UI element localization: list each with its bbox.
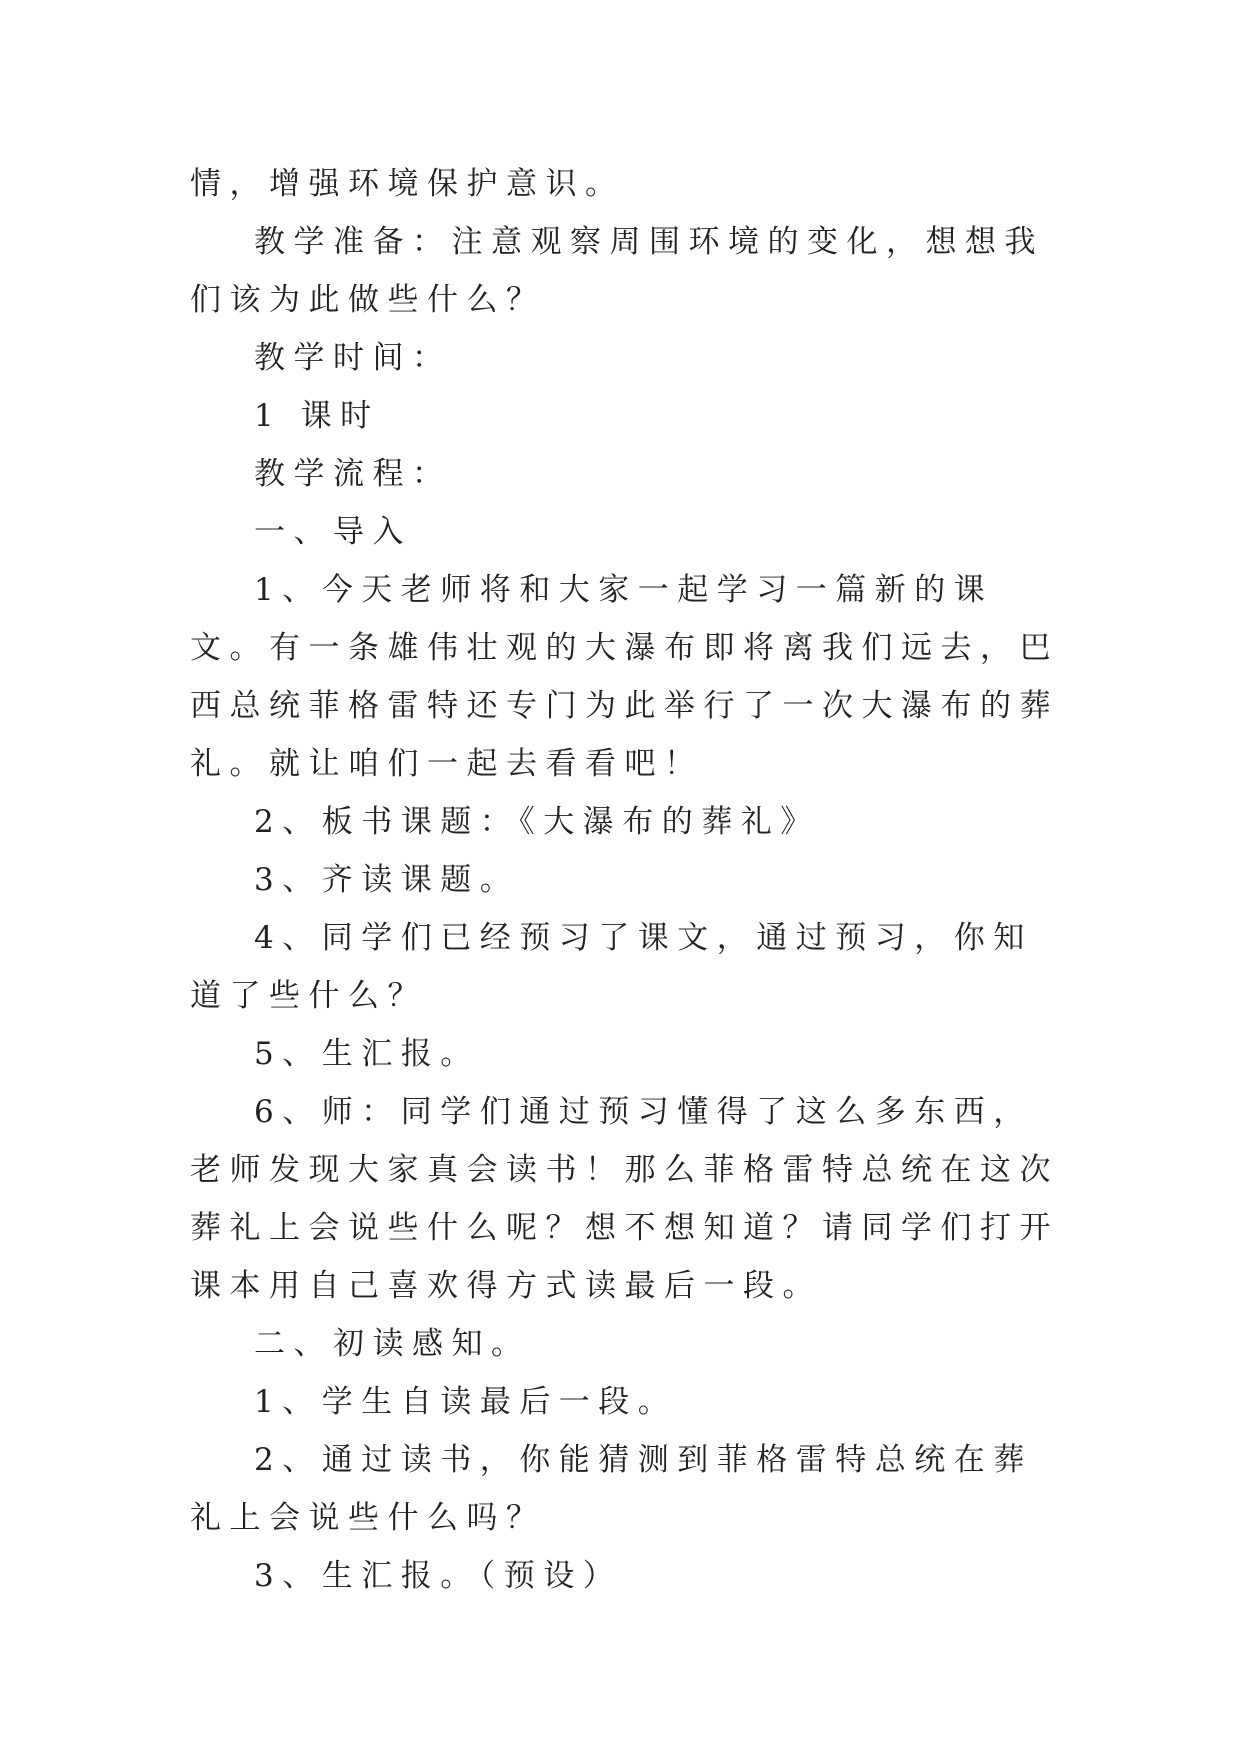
paragraph-teaching-time-value: 1 课时 [254,398,380,434]
list-item-reading-1: 1、学生自读最后一段。 [254,1384,678,1420]
list-item-intro-5: 5、生汇报。 [254,1036,480,1072]
document-body [190,155,1060,1605]
section-heading-first-reading: 二、初读感知。 [254,1326,531,1362]
list-item-intro-3: 3、齐读课题。 [254,862,520,898]
paragraph-teaching-time-label: 教学时间： [254,340,452,376]
paragraph-continuation: 情，增强环境保护意识。 [190,166,625,202]
list-item-intro-2: 2、板书课题：《大瀑布的葬礼》 [254,804,820,840]
list-item-intro-6: 6、师：同学们通过预习懂得了这么多东西，老师发现大家真会读书！那么菲格雷特总统在这次葬礼上会说些什么呢？想不想知道？请同学们打开课本用自己喜欢得方式读最后一段。 [190,1094,1059,1304]
paragraph-teaching-preparation: 教学准备：注意观察周围环境的变化，想想我们该为此做些什么？ [190,224,1044,318]
list-item-reading-2: 2、通过读书，你能猜测到菲格雷特总统在葬礼上会说些什么吗？ [190,1442,1033,1536]
list-item-intro-4: 4、同学们已经预习了课文，通过预习，你知道了些什么？ [190,920,1033,1014]
paragraph-teaching-process-label: 教学流程： [254,456,452,492]
section-heading-introduction: 一、导入 [254,514,412,550]
list-item-intro-1: 1、今天老师将和大家一起学习一篇新的课文。有一条雄伟壮观的大瀑布即将离我们远去，巴西总统菲格雷特还专门为此举行了一次大瀑布的葬礼。就让咱们一起去看看吧！ [190,572,1059,782]
list-item-reading-3: 3、生汇报。（预设） [254,1558,623,1594]
